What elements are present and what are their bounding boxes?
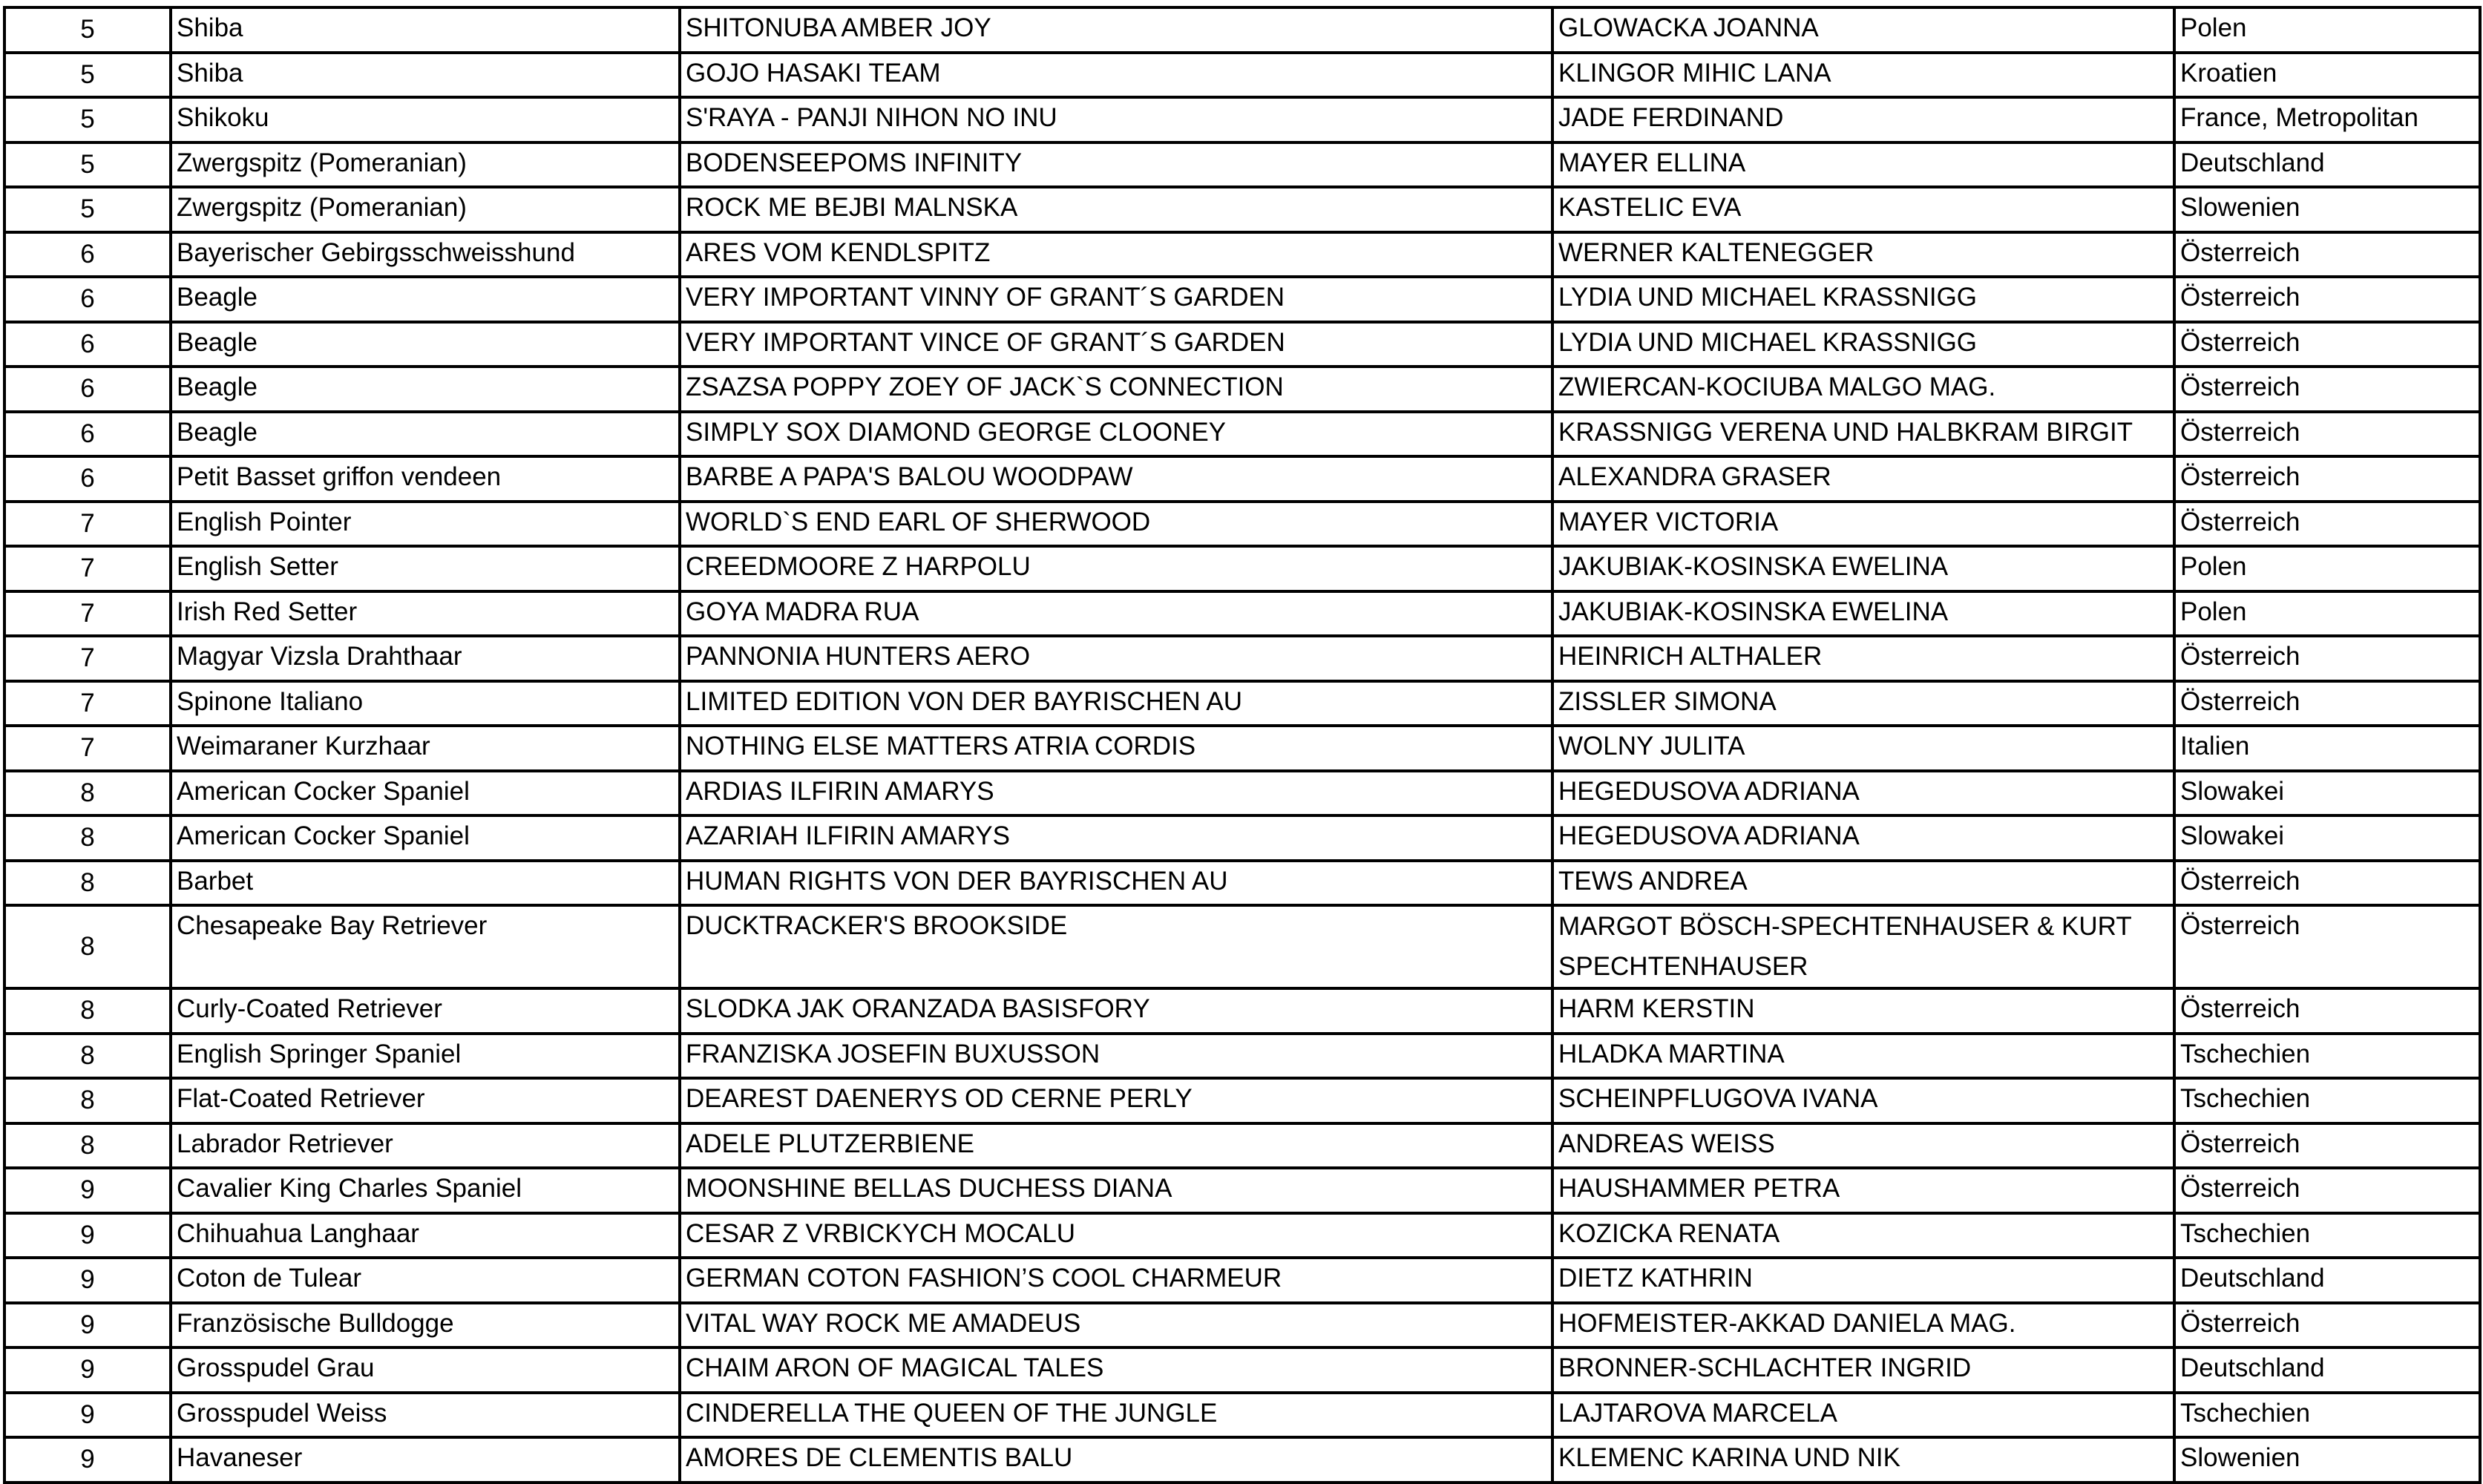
owner-cell: WOLNY JULITA bbox=[1552, 726, 2174, 771]
breed-cell: Chesapeake Bay Retriever bbox=[171, 905, 680, 988]
group-number-cell: 6 bbox=[4, 232, 171, 278]
group-number-cell: 6 bbox=[4, 456, 171, 502]
table-row bbox=[4, 726, 2480, 771]
dog-name-cell: CINDERELLA THE QUEEN OF THE JUNGLE bbox=[680, 1393, 1552, 1438]
dog-name-cell: GERMAN COTON FASHION’S COOL CHARMEUR bbox=[680, 1258, 1552, 1303]
group-number-cell: 5 bbox=[4, 142, 171, 188]
group-number-cell: 5 bbox=[4, 187, 171, 232]
dog-name-cell: VERY IMPORTANT VINCE OF GRANT´S GARDEN bbox=[680, 322, 1552, 367]
country-cell: Slowenien bbox=[2174, 187, 2480, 232]
breed-cell: Zwergspitz (Pomeranian) bbox=[171, 187, 680, 232]
breed-cell: Grosspudel Weiss bbox=[171, 1393, 680, 1438]
breed-cell: American Cocker Spaniel bbox=[171, 771, 680, 816]
dog-name-cell: DEAREST DAENERYS OD CERNE PERLY bbox=[680, 1078, 1552, 1123]
owner-cell: HEGEDUSOVA ADRIANA bbox=[1552, 771, 2174, 816]
group-number-cell: 6 bbox=[4, 412, 171, 457]
table-row bbox=[4, 322, 2480, 367]
owner-cell: ANDREAS WEISS bbox=[1552, 1123, 2174, 1169]
breed-cell: Cavalier King Charles Spaniel bbox=[171, 1168, 680, 1213]
owner-cell: WERNER KALTENEGGER bbox=[1552, 232, 2174, 278]
country-cell: Österreich bbox=[2174, 861, 2480, 906]
dog-name-cell: BODENSEEPOMS INFINITY bbox=[680, 142, 1552, 188]
owner-cell: KRASSNIGG VERENA UND HALBKRAM BIRGIT bbox=[1552, 412, 2174, 457]
breed-cell: English Pointer bbox=[171, 502, 680, 547]
country-cell: Kroatien bbox=[2174, 53, 2480, 98]
group-number-cell: 7 bbox=[4, 502, 171, 547]
country-cell: France, Metropolitan bbox=[2174, 97, 2480, 142]
table-row bbox=[4, 456, 2480, 502]
table-row bbox=[4, 1168, 2480, 1213]
table-row bbox=[4, 861, 2480, 906]
results-table bbox=[3, 6, 2482, 1484]
breed-cell: Beagle bbox=[171, 322, 680, 367]
dog-name-cell: HUMAN RIGHTS VON DER BAYRISCHEN AU bbox=[680, 861, 1552, 906]
group-number-cell: 7 bbox=[4, 591, 171, 637]
group-number-cell: 8 bbox=[4, 905, 171, 988]
group-number-cell: 8 bbox=[4, 815, 171, 861]
group-number-cell: 9 bbox=[4, 1258, 171, 1303]
dog-name-cell: CHAIM ARON OF MAGICAL TALES bbox=[680, 1347, 1552, 1393]
table-row bbox=[4, 142, 2480, 188]
breed-cell: Weimaraner Kurzhaar bbox=[171, 726, 680, 771]
breed-cell: Magyar Vizsla Drahthaar bbox=[171, 636, 680, 681]
country-cell: Deutschland bbox=[2174, 142, 2480, 188]
group-number-cell: 8 bbox=[4, 1078, 171, 1123]
group-number-cell: 6 bbox=[4, 277, 171, 322]
country-cell: Polen bbox=[2174, 7, 2480, 53]
group-number-cell: 6 bbox=[4, 322, 171, 367]
table-row bbox=[4, 1393, 2480, 1438]
country-cell: Österreich bbox=[2174, 412, 2480, 457]
table-row bbox=[4, 1034, 2480, 1079]
table-row bbox=[4, 1123, 2480, 1169]
country-cell: Österreich bbox=[2174, 277, 2480, 322]
country-cell: Slowakei bbox=[2174, 815, 2480, 861]
dog-name-cell: ROCK ME BEJBI MALNSKA bbox=[680, 187, 1552, 232]
group-number-cell: 8 bbox=[4, 861, 171, 906]
country-cell: Österreich bbox=[2174, 681, 2480, 726]
owner-cell: JAKUBIAK-KOSINSKA EWELINA bbox=[1552, 591, 2174, 637]
breed-cell: Chihuahua Langhaar bbox=[171, 1213, 680, 1258]
breed-cell: Beagle bbox=[171, 277, 680, 322]
country-cell: Tschechien bbox=[2174, 1393, 2480, 1438]
country-cell: Österreich bbox=[2174, 456, 2480, 502]
table-row bbox=[4, 232, 2480, 278]
dog-name-cell: WORLD`S END EARL OF SHERWOOD bbox=[680, 502, 1552, 547]
breed-cell: English Setter bbox=[171, 546, 680, 591]
table-row bbox=[4, 546, 2480, 591]
owner-cell: JADE FERDINAND bbox=[1552, 97, 2174, 142]
group-number-cell: 8 bbox=[4, 1034, 171, 1079]
dog-name-cell: SLODKA JAK ORANZADA BASISFORY bbox=[680, 988, 1552, 1034]
table-row bbox=[4, 681, 2480, 726]
table-row bbox=[4, 905, 2480, 988]
table-row bbox=[4, 988, 2480, 1034]
table-row bbox=[4, 815, 2480, 861]
group-number-cell: 6 bbox=[4, 367, 171, 412]
group-number-cell: 8 bbox=[4, 771, 171, 816]
country-cell: Österreich bbox=[2174, 232, 2480, 278]
country-cell: Österreich bbox=[2174, 1168, 2480, 1213]
table-row bbox=[4, 1347, 2480, 1393]
breed-cell: American Cocker Spaniel bbox=[171, 815, 680, 861]
dog-name-cell: S'RAYA - PANJI NIHON NO INU bbox=[680, 97, 1552, 142]
dog-name-cell: ZSAZSA POPPY ZOEY OF JACK`S CONNECTION bbox=[680, 367, 1552, 412]
breed-cell: Havaneser bbox=[171, 1437, 680, 1483]
country-cell: Österreich bbox=[2174, 636, 2480, 681]
country-cell: Tschechien bbox=[2174, 1034, 2480, 1079]
dog-name-cell: MOONSHINE BELLAS DUCHESS DIANA bbox=[680, 1168, 1552, 1213]
dog-name-cell: CREEDMOORE Z HARPOLU bbox=[680, 546, 1552, 591]
group-number-cell: 8 bbox=[4, 1123, 171, 1169]
table-row bbox=[4, 1437, 2480, 1483]
owner-cell: DIETZ KATHRIN bbox=[1552, 1258, 2174, 1303]
dog-name-cell: FRANZISKA JOSEFIN BUXUSSON bbox=[680, 1034, 1552, 1079]
breed-cell: Shikoku bbox=[171, 97, 680, 142]
owner-cell: HAUSHAMMER PETRA bbox=[1552, 1168, 2174, 1213]
owner-cell: HEGEDUSOVA ADRIANA bbox=[1552, 815, 2174, 861]
breed-cell: Beagle bbox=[171, 367, 680, 412]
country-cell: Polen bbox=[2174, 546, 2480, 591]
owner-cell: MAYER ELLINA bbox=[1552, 142, 2174, 188]
breed-cell: Curly-Coated Retriever bbox=[171, 988, 680, 1034]
dog-name-cell: LIMITED EDITION VON DER BAYRISCHEN AU bbox=[680, 681, 1552, 726]
group-number-cell: 9 bbox=[4, 1393, 171, 1438]
breed-cell: Irish Red Setter bbox=[171, 591, 680, 637]
breed-cell: Grosspudel Grau bbox=[171, 1347, 680, 1393]
breed-cell: Zwergspitz (Pomeranian) bbox=[171, 142, 680, 188]
country-cell: Österreich bbox=[2174, 905, 2480, 988]
breed-cell: Shiba bbox=[171, 7, 680, 53]
breed-cell: Bayerischer Gebirgsschweisshund bbox=[171, 232, 680, 278]
table-row bbox=[4, 591, 2480, 637]
table-row bbox=[4, 1303, 2480, 1348]
table-row bbox=[4, 412, 2480, 457]
dog-name-cell: AZARIAH ILFIRIN AMARYS bbox=[680, 815, 1552, 861]
country-cell: Österreich bbox=[2174, 988, 2480, 1034]
country-cell: Österreich bbox=[2174, 502, 2480, 547]
owner-cell: BRONNER-SCHLACHTER INGRID bbox=[1552, 1347, 2174, 1393]
group-number-cell: 9 bbox=[4, 1303, 171, 1348]
breed-cell: Petit Basset griffon vendeen bbox=[171, 456, 680, 502]
country-cell: Österreich bbox=[2174, 1303, 2480, 1348]
owner-cell: ZISSLER SIMONA bbox=[1552, 681, 2174, 726]
owner-cell: LAJTAROVA MARCELA bbox=[1552, 1393, 2174, 1438]
country-cell: Slowakei bbox=[2174, 771, 2480, 816]
table-row bbox=[4, 1258, 2480, 1303]
owner-cell: GLOWACKA JOANNA bbox=[1552, 7, 2174, 53]
country-cell: Österreich bbox=[2174, 367, 2480, 412]
breed-cell: Französische Bulldogge bbox=[171, 1303, 680, 1348]
dog-name-cell: SHITONUBA AMBER JOY bbox=[680, 7, 1552, 53]
group-number-cell: 5 bbox=[4, 53, 171, 98]
dog-name-cell: VERY IMPORTANT VINNY OF GRANT´S GARDEN bbox=[680, 277, 1552, 322]
owner-cell: LYDIA UND MICHAEL KRASSNIGG bbox=[1552, 277, 2174, 322]
owner-cell: ZWIERCAN-KOCIUBA MALGO MAG. bbox=[1552, 367, 2174, 412]
owner-cell: HOFMEISTER-AKKAD DANIELA MAG. bbox=[1552, 1303, 2174, 1348]
owner-cell: MAYER VICTORIA bbox=[1552, 502, 2174, 547]
breed-cell: Barbet bbox=[171, 861, 680, 906]
owner-cell: MARGOT BÖSCH-SPECHTENHAUSER & KURT SPECHTENHAUSER bbox=[1552, 905, 2174, 988]
group-number-cell: 7 bbox=[4, 546, 171, 591]
breed-cell: English Springer Spaniel bbox=[171, 1034, 680, 1079]
dog-name-cell: VITAL WAY ROCK ME AMADEUS bbox=[680, 1303, 1552, 1348]
table-row bbox=[4, 1078, 2480, 1123]
dog-name-cell: AMORES DE CLEMENTIS BALU bbox=[680, 1437, 1552, 1483]
table-row bbox=[4, 53, 2480, 98]
country-cell: Tschechien bbox=[2174, 1078, 2480, 1123]
owner-cell: KOZICKA RENATA bbox=[1552, 1213, 2174, 1258]
group-number-cell: 9 bbox=[4, 1437, 171, 1483]
dog-name-cell: SIMPLY SOX DIAMOND GEORGE CLOONEY bbox=[680, 412, 1552, 457]
owner-cell: JAKUBIAK-KOSINSKA EWELINA bbox=[1552, 546, 2174, 591]
table-row bbox=[4, 277, 2480, 322]
country-cell: Slowenien bbox=[2174, 1437, 2480, 1483]
breed-cell: Spinone Italiano bbox=[171, 681, 680, 726]
country-cell: Deutschland bbox=[2174, 1347, 2480, 1393]
country-cell: Österreich bbox=[2174, 322, 2480, 367]
owner-cell: KASTELIC EVA bbox=[1552, 187, 2174, 232]
dog-name-cell: GOYA MADRA RUA bbox=[680, 591, 1552, 637]
dog-name-cell: GOJO HASAKI TEAM bbox=[680, 53, 1552, 98]
table-row bbox=[4, 367, 2480, 412]
group-number-cell: 5 bbox=[4, 97, 171, 142]
group-number-cell: 5 bbox=[4, 7, 171, 53]
owner-cell: HEINRICH ALTHALER bbox=[1552, 636, 2174, 681]
owner-cell: HLADKA MARTINA bbox=[1552, 1034, 2174, 1079]
dog-name-cell: DUCKTRACKER'S BROOKSIDE bbox=[680, 905, 1552, 988]
owner-cell: TEWS ANDREA bbox=[1552, 861, 2174, 906]
breed-cell: Beagle bbox=[171, 412, 680, 457]
dog-name-cell: ADELE PLUTZERBIENE bbox=[680, 1123, 1552, 1169]
dog-name-cell: PANNONIA HUNTERS AERO bbox=[680, 636, 1552, 681]
group-number-cell: 9 bbox=[4, 1347, 171, 1393]
group-number-cell: 9 bbox=[4, 1213, 171, 1258]
results-table-body bbox=[4, 7, 2480, 1483]
dog-name-cell: BARBE A PAPA'S BALOU WOODPAW bbox=[680, 456, 1552, 502]
dog-name-cell: CESAR Z VRBICKYCH MOCALU bbox=[680, 1213, 1552, 1258]
group-number-cell: 8 bbox=[4, 988, 171, 1034]
group-number-cell: 9 bbox=[4, 1168, 171, 1213]
table-row bbox=[4, 97, 2480, 142]
breed-cell: Labrador Retriever bbox=[171, 1123, 680, 1169]
breed-cell: Shiba bbox=[171, 53, 680, 98]
table-row bbox=[4, 187, 2480, 232]
owner-cell: LYDIA UND MICHAEL KRASSNIGG bbox=[1552, 322, 2174, 367]
table-row bbox=[4, 7, 2480, 53]
group-number-cell: 7 bbox=[4, 726, 171, 771]
dog-name-cell: ARDIAS ILFIRIN AMARYS bbox=[680, 771, 1552, 816]
table-row bbox=[4, 502, 2480, 547]
breed-cell: Coton de Tulear bbox=[171, 1258, 680, 1303]
country-cell: Tschechien bbox=[2174, 1213, 2480, 1258]
country-cell: Polen bbox=[2174, 591, 2480, 637]
breed-cell: Flat-Coated Retriever bbox=[171, 1078, 680, 1123]
owner-cell: KLEMENC KARINA UND NIK bbox=[1552, 1437, 2174, 1483]
group-number-cell: 7 bbox=[4, 681, 171, 726]
owner-cell: KLINGOR MIHIC LANA bbox=[1552, 53, 2174, 98]
group-number-cell: 7 bbox=[4, 636, 171, 681]
country-cell: Italien bbox=[2174, 726, 2480, 771]
country-cell: Österreich bbox=[2174, 1123, 2480, 1169]
dog-name-cell: NOTHING ELSE MATTERS ATRIA CORDIS bbox=[680, 726, 1552, 771]
owner-cell: ALEXANDRA GRASER bbox=[1552, 456, 2174, 502]
country-cell: Deutschland bbox=[2174, 1258, 2480, 1303]
dog-name-cell: ARES VOM KENDLSPITZ bbox=[680, 232, 1552, 278]
table-row bbox=[4, 636, 2480, 681]
owner-cell: HARM KERSTIN bbox=[1552, 988, 2174, 1034]
table-row bbox=[4, 771, 2480, 816]
table-row bbox=[4, 1213, 2480, 1258]
owner-cell: SCHEINPFLUGOVA IVANA bbox=[1552, 1078, 2174, 1123]
